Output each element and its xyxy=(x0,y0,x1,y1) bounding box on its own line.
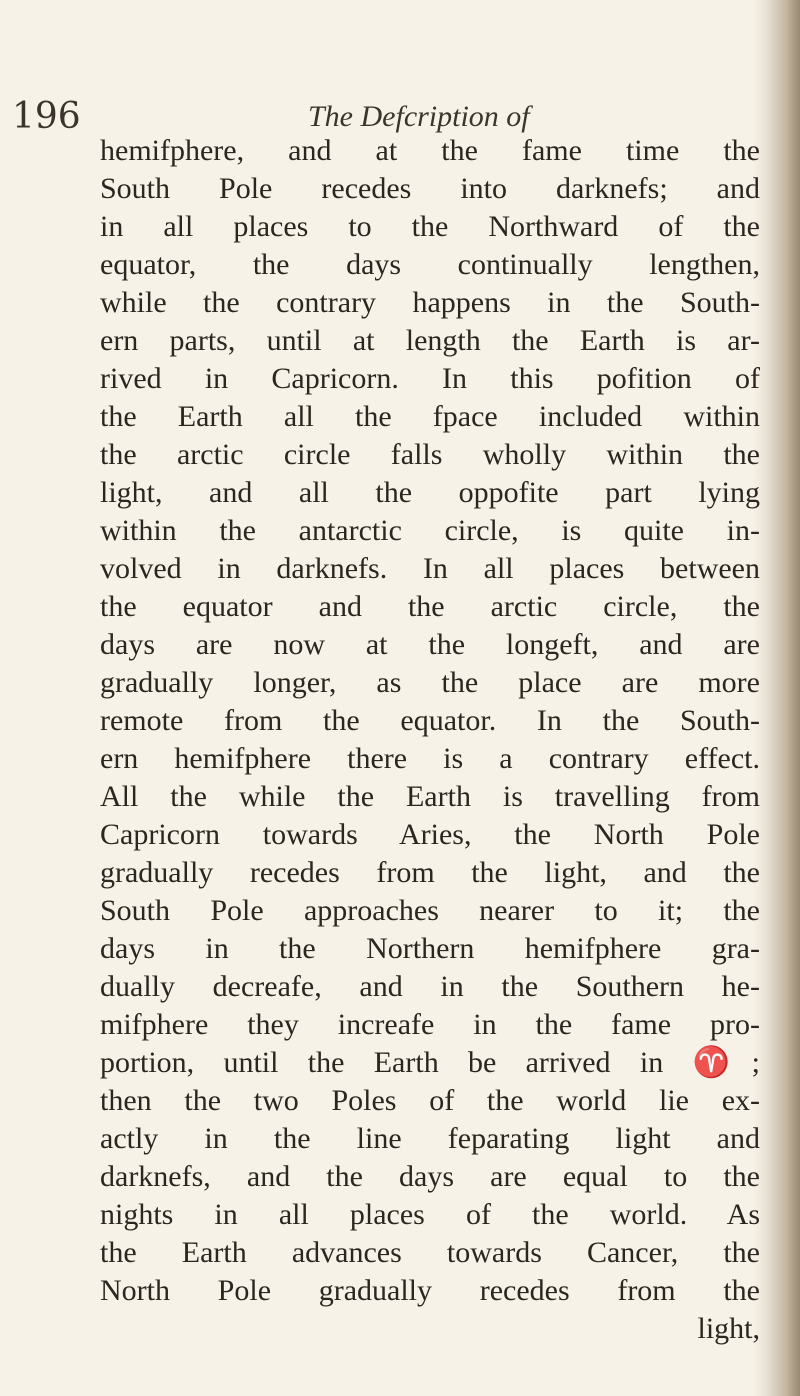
text-line: equator, the days continually lengthen, xyxy=(100,248,760,281)
text-line: South Pole approaches nearer to it; the xyxy=(100,894,760,927)
text-line: actly in the line feparating light and xyxy=(100,1122,760,1155)
text-line: ern parts, until at length the Earth is ar- xyxy=(100,324,760,357)
running-head: The Defcription of xyxy=(308,100,530,133)
text-line: while the contrary happens in the South- xyxy=(100,286,760,319)
text-line: gradually recedes from the light, and the xyxy=(100,856,760,889)
text-line: darknefs, and the days are equal to the xyxy=(100,1160,760,1193)
text-line: Capricorn towards Aries, the North Pole xyxy=(100,818,760,851)
text-line: nights in all places of the world. As xyxy=(100,1198,760,1231)
text-line: mifphere they increafe in the fame pro- xyxy=(100,1008,760,1041)
text-line: then the two Poles of the world lie ex- xyxy=(100,1084,760,1117)
text-line: the Earth all the fpace included within xyxy=(100,400,760,433)
text-line: ern hemifphere there is a contrary effect. xyxy=(100,742,760,775)
body-text xyxy=(100,132,760,1348)
text-line: the Earth advances towards Cancer, the xyxy=(100,1236,760,1269)
text-line: rived in Capricorn. In this pofition of xyxy=(100,362,760,395)
text-line: All the while the Earth is travelling from xyxy=(100,780,760,813)
page-number: 196 xyxy=(12,96,81,137)
text-line: in all places to the Northward of the xyxy=(100,210,760,243)
text-line: South Pole recedes into darknefs; and xyxy=(100,172,760,205)
text-line: portion, until the Earth be arrived in ♈; xyxy=(100,1046,760,1079)
text-line: light, and all the oppofite part lying xyxy=(100,476,760,509)
text-line: days are now at the longeft, and are xyxy=(100,628,760,661)
page-edge-shadow xyxy=(766,0,800,1396)
text-line: volved in darknefs. In all places between xyxy=(100,552,760,585)
text-line: North Pole gradually recedes from the xyxy=(100,1274,760,1307)
text-line: days in the Northern hemifphere gra- xyxy=(100,932,760,965)
catchword: light, xyxy=(697,1312,760,1345)
text-line: hemifphere, and at the fame time the xyxy=(100,134,760,167)
text-line: the arctic circle falls wholly within the xyxy=(100,438,760,471)
text-line: gradually longer, as the place are more xyxy=(100,666,760,699)
text-line: within the antarctic circle, is quite in- xyxy=(100,514,760,547)
text-line: dually decreafe, and in the Southern he- xyxy=(100,970,760,1003)
text-line: remote from the equator. In the South- xyxy=(100,704,760,737)
text-line: the equator and the arctic circle, the xyxy=(100,590,760,623)
